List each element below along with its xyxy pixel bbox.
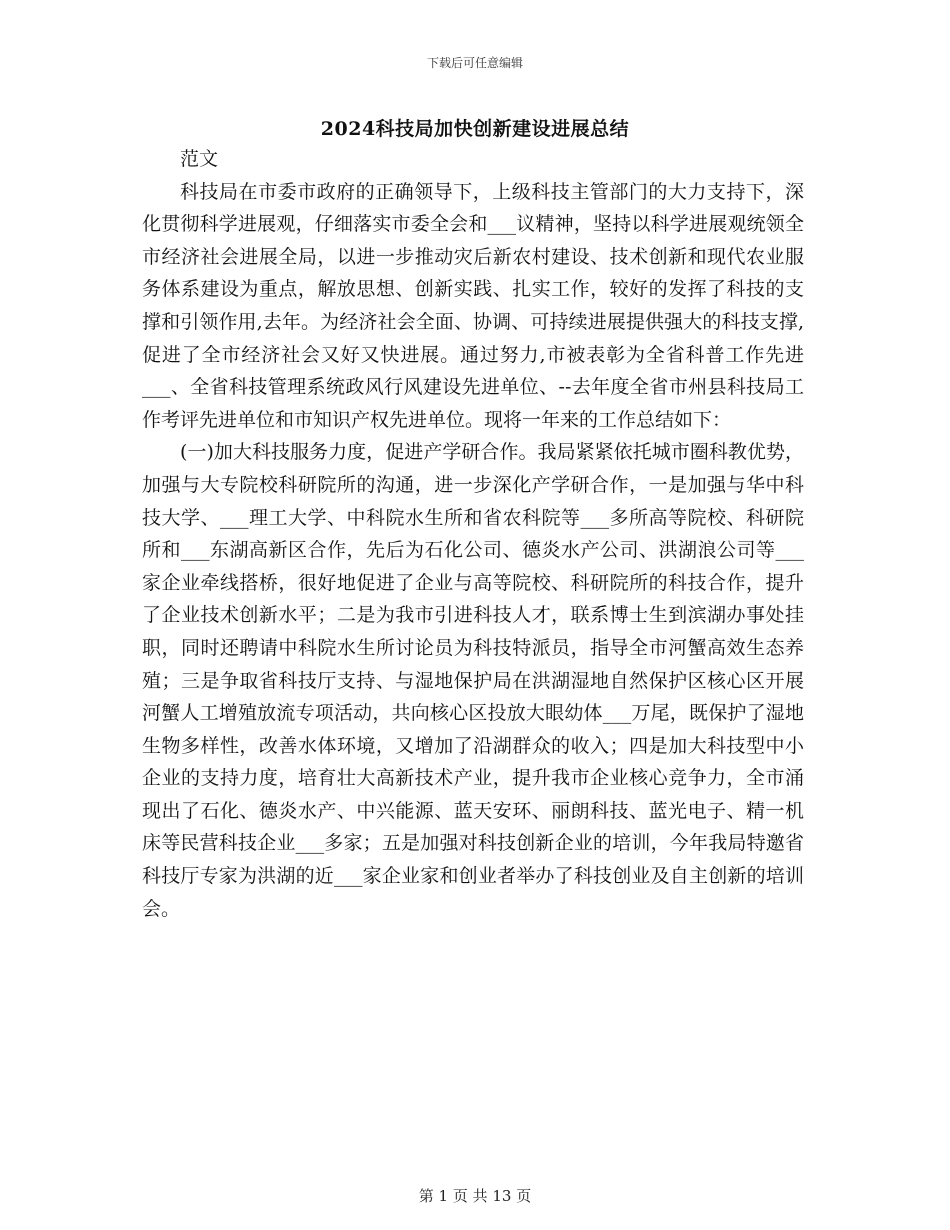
page-number: 第 1 页 共 13 页 [418, 1187, 532, 1205]
body-paragraph: (一)加大科技服务力度，促进产学研合作。我局紧紧依托城市圈科教优势，加强与大专院校科研院所的沟通，进一步深化产学研合作，一是加强与华中科技大学、___理工大学、中科院水生所和省农科院等___多所高等院校、科研院所和___东湖高新区合作，先后为石化公司、德炎水产公司、洪湖浪公司等___家企业牵线搭桥，很好地促进了企业与高等院校、科研院所的科技合作，提升了企业技术创新水平；二是为我市引进科技人才，联系博士生到滨湖办事处挂职，同时还聘请中科院水生所讨论员为科技特派员，指导全市河蟹高效生态养殖；三是争取省科技厅支持、与湿地保护局在洪湖湿地自然保护区核心区开展河蟹人工增殖放流专项活动，共向核心区投放大眼幼体___万尾，既保护了湿地生物多样性，改善水体环境，又增加了沿湖群众的收入；四是加大科技型中小企业的支持力度，培育壮大高新技术产业，提升我市企业核心竞争力，全市涌现出了石化、德炎水产、中兴能源、蓝天安环、丽朗科技、蓝光电子、精一机床等民营科技企业___多家；五是加强对科技创新企业的培训，今年我局特邀省科技厅专家为洪湖的近___家企业家和创业者举办了科技创业及自主创新的培训会。 [142, 441, 804, 920]
body-paragraph: 科技局在市委市政府的正确领导下，上级科技主管部门的大力支持下，深化贯彻科学进展观，仔细落实市委全会和___议精神，坚持以科学进展观统领全市经济社会进展全局，以进一步推动灾后新农村建设、技术创新和现代农业服务体系建设为重点，解放思想、创新实践、扎实工作，较好的发挥了科技的支撑和引领作用,去年。为经济社会全面、协调、可持续进展提供强大的科技支撑,促进了全市经济社会又好又快进展。通过努力,市被表彰为全省科普工作先进___、全省科技管理系统政风行风建设先进单位、--去年度全省市州县科技局工作考评先进单位和市知识产权先进单位。现将一年来的工作总结如下： [142, 180, 804, 431]
document-title: 2024科技局加快创新建设进展总结 [320, 118, 630, 140]
document-body [142, 143, 804, 925]
document-subtitle: 范文 [180, 148, 219, 170]
download-note: 下载后可任意编辑 [426, 56, 523, 70]
